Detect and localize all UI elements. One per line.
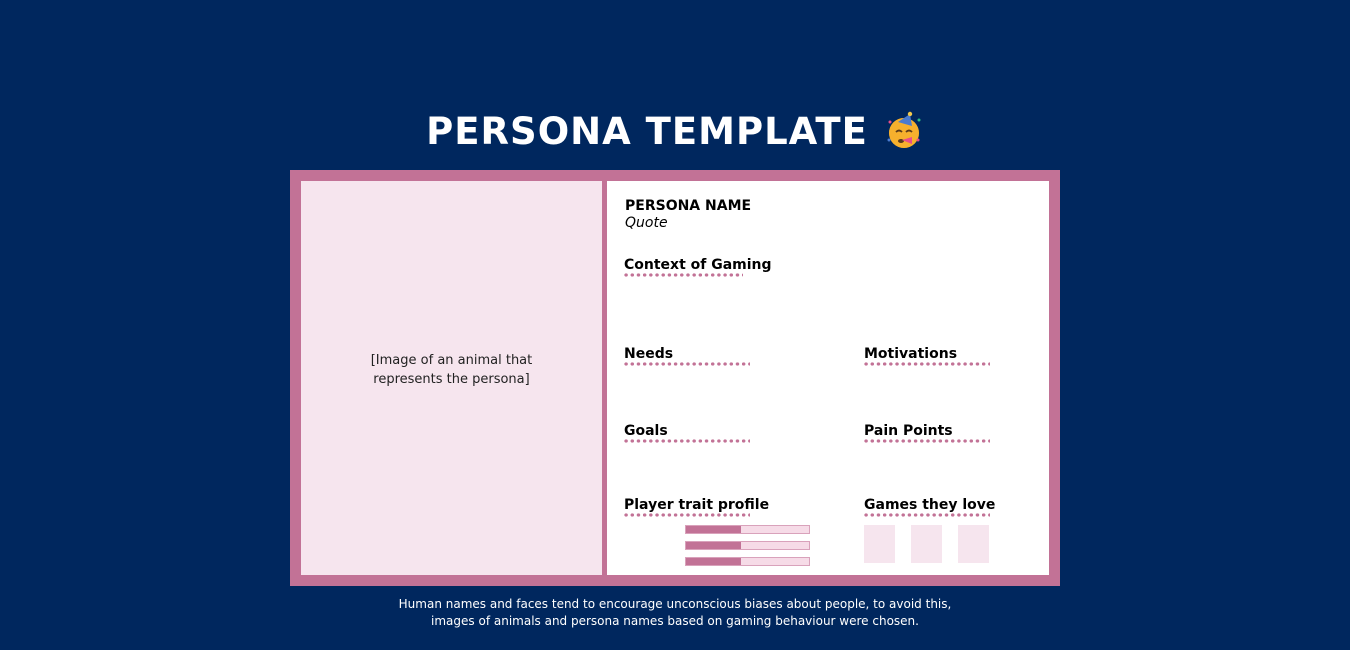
needs-heading: Needs (624, 346, 674, 362)
needs-underline (623, 362, 750, 366)
context-underline (623, 273, 743, 277)
context-heading: Context of Gaming (624, 257, 772, 273)
trait-bar (685, 557, 810, 566)
animal-image-placeholder (301, 181, 602, 575)
trait-bar (685, 525, 810, 534)
player-trait-profile-heading: Player trait profile (624, 497, 770, 513)
game-thumbnail-placeholder (911, 525, 942, 563)
persona-quote: Quote (625, 215, 668, 231)
goals-underline (623, 439, 750, 443)
game-thumbnail-placeholder (958, 525, 989, 563)
partying-face-icon (884, 110, 924, 150)
pain-points-underline (863, 439, 990, 443)
image-placeholder-text: [Image of an animal that represents the persona] (370, 353, 533, 387)
motivations-underline (863, 362, 990, 366)
page-title (0, 108, 1350, 156)
trait-bar-fill (686, 558, 741, 565)
goals-heading: Goals (624, 423, 668, 439)
trait-bar-fill (686, 542, 741, 549)
caption-line-1: Human names and faces tend to encourage unconscious biases about people, to avoid this, (398, 597, 952, 611)
persona-details (607, 181, 1049, 575)
caption-line-2: images of animals and persona names based on gaming behaviour were chosen. (431, 614, 919, 628)
motivations-heading: Motivations (864, 346, 958, 362)
persona-card (290, 170, 1060, 586)
caption (0, 596, 1350, 630)
games-they-love-heading: Games they love (864, 497, 996, 513)
page-title-text: PERSONA TEMPLATE (426, 110, 868, 153)
persona-name: PERSONA NAME (625, 198, 752, 214)
games-they-love-underline (863, 513, 990, 517)
game-thumbnail-placeholder (864, 525, 895, 563)
pain-points-heading: Pain Points (864, 423, 953, 439)
player-trait-profile-underline (623, 513, 750, 517)
trait-bar-fill (686, 526, 741, 533)
trait-bar (685, 541, 810, 550)
